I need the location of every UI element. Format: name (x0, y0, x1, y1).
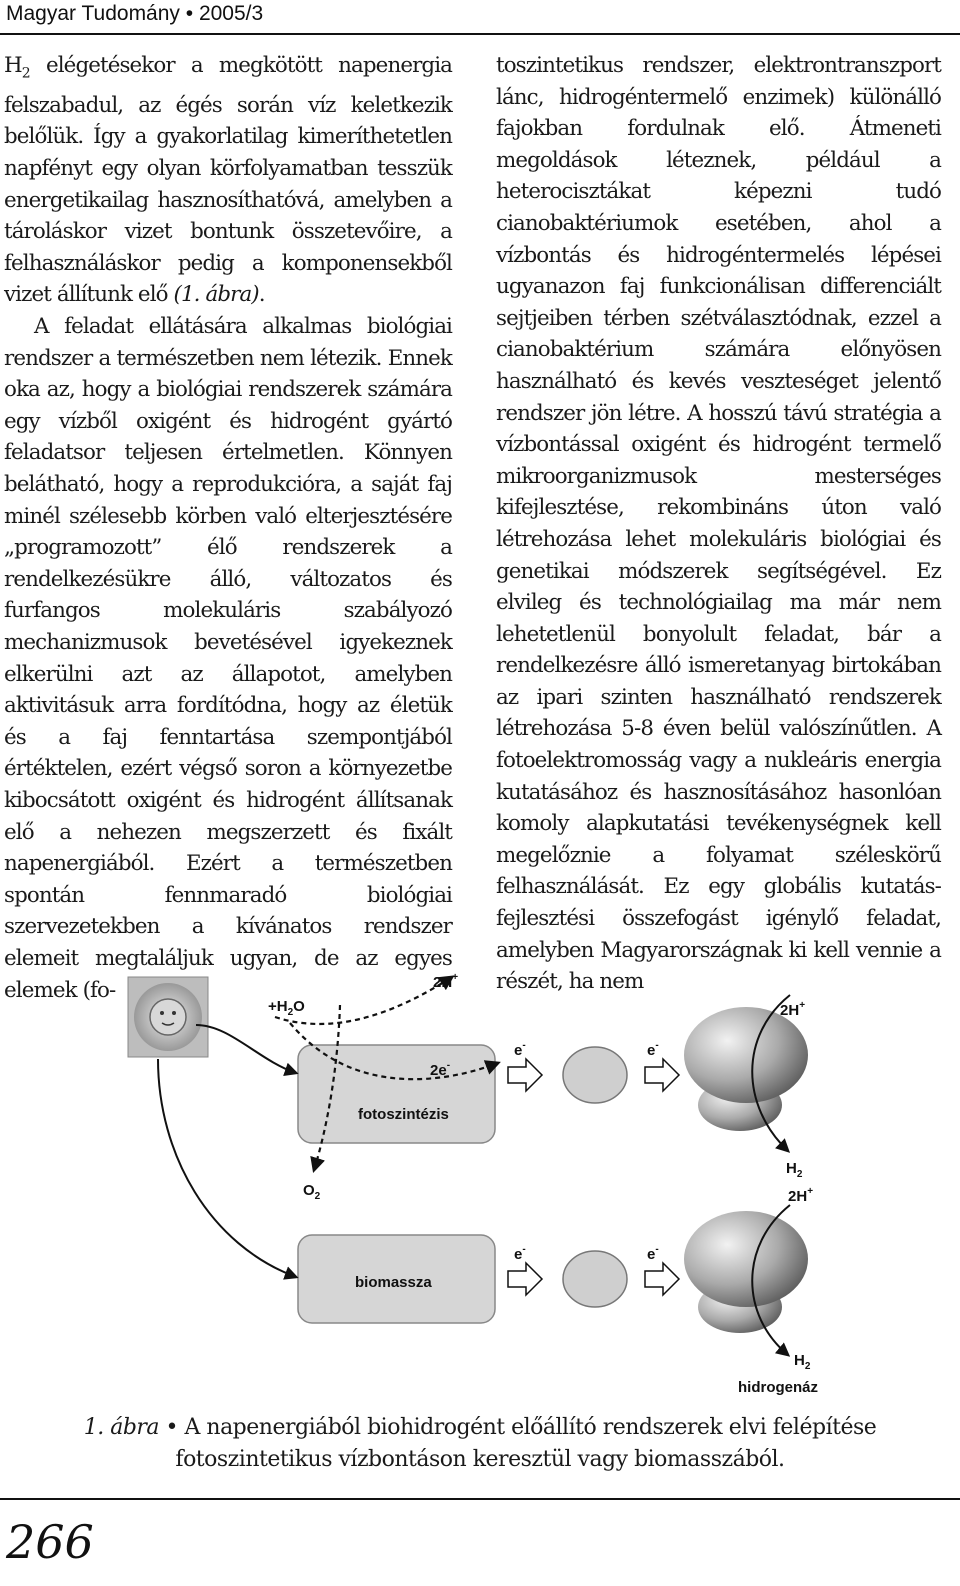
left-column (4, 50, 452, 1006)
paragraph-1 (4, 50, 452, 311)
caption-number: 1. ábra (83, 1415, 160, 1440)
h-letter: H (4, 53, 22, 78)
paragraph-1-text: elégetésekor a megkötött napenergia felszabadul, az égés során víz keletkezik belőlük. Így a gyakorlatilag kimeríthetetlen napfényt egy olyan körfolyamatban tesszük energetikailag hasznosíthatóvá, amelyben a tároláskor vizet bontunk összetevőire, a felhasználáskor pedig a komponensekből vizet állítunk elő (4, 53, 452, 308)
proton-label-right-1: 2H+ (780, 1000, 806, 1019)
h2-symbol (4, 53, 30, 82)
paragraph-2: A feladat ellátására alkalmas biológiai rendszer a természetben nem létezik. Ennek oka az, hogy a biológiai rendszerek számára egy vízből oxigént és hidrogént gyártó feladatsor teljesen értelmetlen. Könnyen belátható, hogy a reprodukcióra, a saját faj minél szélesebb körben való elterjesztésére „programozott” élő rendszerek a rendelkezésükre álló, változatos és furfangos molekuláris szabályozó mechanizmusok bevetésével igyekeznek elkerülni azt az állapotot, amelyben aktivitásuk arra fordítódna, hogy az életük és a faj fenntartása szempontjából értéktelen, ezért végső soron a környezetbe kibocsátott oxigént és hidrogént állítsanak elő a nehezen megszerzett és fixált napenergiából. Ezért a természetben spontán fennmaradó biológiai szervezetekben a kívánatos rendszer elemeit megtaláljuk ugyan, de az egyes elemek (fo- (4, 314, 452, 1003)
hydrogenase-label: hidrogenáz (738, 1379, 819, 1396)
paragraph-1-end: . (258, 282, 265, 308)
sunlight-arrow-photosynthesis (196, 1025, 296, 1073)
proton-label-right-2: 2H+ (788, 1186, 814, 1205)
arrow-hollow-icon (508, 1263, 542, 1295)
oxygen-label: $O_2$ (303, 1182, 321, 1202)
arrow-hollow-icon (645, 1263, 679, 1295)
h-subscript: 2 (21, 65, 30, 82)
figure-diagram (100, 955, 860, 1405)
right-column (496, 50, 941, 998)
hydrogen-label-1: $H_2$ (786, 1160, 803, 1180)
proton-label-top: 2H+ (433, 972, 459, 991)
electron-label-2: e- (647, 1040, 659, 1059)
figure-reference: (1. ábra) (173, 282, 259, 308)
electrons-label: 2e- (430, 1060, 451, 1079)
running-header: Magyar Tudomány • 2005/3 (6, 2, 264, 25)
page-number: 266 (6, 1515, 94, 1569)
arrow-hollow-icon (508, 1059, 542, 1091)
electron-label-4: e- (647, 1244, 659, 1263)
hydrogen-label-2: $H_2$ (794, 1352, 811, 1372)
water-input-label: $+H_2O$ (268, 998, 305, 1018)
footer-divider (0, 1498, 960, 1500)
photosynthesis-label: fotoszintézis (358, 1106, 449, 1123)
electron-label-3: e- (514, 1244, 526, 1263)
photosynthesis-box (298, 1045, 495, 1143)
enzyme-icon (684, 1007, 808, 1131)
figure-1 (100, 955, 860, 1405)
electron-label-1: e- (514, 1040, 526, 1059)
carrier-ellipse-1 (563, 1047, 627, 1103)
sunlight-arrow-biomass (158, 1059, 296, 1277)
caption-text: A napenergiából biohidrogént előállító rendszerek elvi felépítése fotoszintetikus vízbontáson keresztül vagy biomasszából. (175, 1415, 877, 1472)
arrow-hollow-icon (645, 1059, 679, 1091)
enzyme-icon (684, 1211, 808, 1333)
carrier-ellipse-2 (563, 1251, 627, 1307)
biomass-label: biomassza (355, 1274, 432, 1291)
header-divider (0, 33, 960, 35)
sun-icon (128, 977, 208, 1057)
figure-caption (10, 1412, 950, 1476)
paragraph-continued: toszintetikus rendszer, elektrontranszport lánc, hidrogéntermelő enzimek) különálló fajokban fordulnak elő. Átmeneti megoldások léteznek, például a heterocisztákat képezni tudó cianobaktériumok esetében, ahol a vízbontás és hidrogéntermelés lépései ugyanazon faj funkcionálisan differenciált sejtjeiben térben szétválasztódnak, ezzel a cianobaktérium számára előnyösen használható és kevés veszteséget jelentő rendszer jön létre. A hosszú távú stratégia a vízbontással oxigént és hidrogént termelő mikroorganizmusok mesterséges kifejlesztése, rekombináns úton való létrehozása lehet molekuláris biológiai és genetikai módszerek segítségével. Ez elvileg és technológiailag ma már nem lehetetlenül bonyolult feladat, bár a rendelkezésre álló ismeretanyag birtokában az ipari szinten használható rendszerek létrehozása 5-8 éven belül valószínűtlen. A fotoelektromosság vagy a nukleáris energia kutatásához és hasznosításához hasonlóan komoly alapkutatási tevékenységnek kell megelőznie a folyamat széleskörű felhasználását. Ez egy globális kutatás-fejlesztési összefogást igénylő feladat, amelyben Magyarországnak ki kell vennie a részét, ha nem (496, 53, 941, 995)
caption-bullet: • (159, 1415, 185, 1440)
